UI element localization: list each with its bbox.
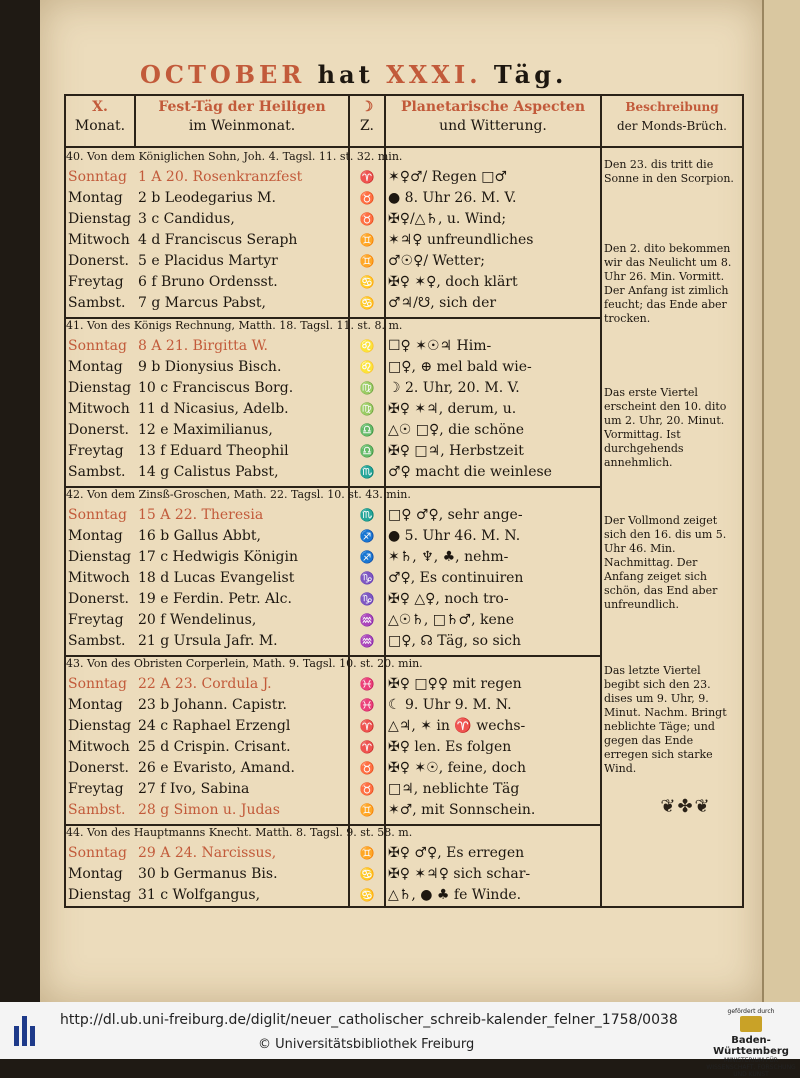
week-header: 42. Von dem Zinsß-Groschen, Math. 22. Tagsl. 10. st. 43. min. [66, 488, 411, 501]
zodiac-sign: ♎ [359, 444, 375, 458]
zodiac-sign: ♉ [359, 212, 375, 226]
aspect-weather: △♄, ● ♣ fe Winde. [388, 887, 522, 903]
aspect-weather: △☉ □♀, die schöne [388, 422, 525, 438]
source-url[interactable]: http://dl.ub.uni-freiburg.de/diglit/neuer_catholischer_schreib-kalender_felner_1758/0038 [60, 1012, 678, 1028]
day-row [66, 378, 602, 399]
day-row [66, 716, 602, 737]
day-row [66, 420, 602, 441]
weekday: Dienstag [68, 718, 132, 734]
weekday: Mitwoch [68, 570, 130, 586]
title-hat: hat [317, 60, 374, 89]
day-row [66, 547, 602, 568]
weekday: Mitwoch [68, 739, 130, 755]
day-row [66, 695, 602, 716]
day-row [66, 631, 602, 652]
calendar-table [64, 94, 744, 908]
aspect-weather: ☽ 2. Uhr, 20. M. V. [388, 380, 520, 396]
title-tag: Täg. [493, 60, 568, 89]
feast-name: 7 g Marcus Pabst, [138, 295, 266, 311]
week-block [66, 655, 602, 826]
week-header: 41. Von des Königs Rechnung, Matth. 18. Tagsl. 11. st. 8. m. [66, 319, 403, 332]
zodiac-sign: ♍ [359, 381, 375, 395]
aspect-weather: ✶♃♀ unfreundliches [388, 232, 534, 248]
zodiac-sign: ♊ [359, 846, 375, 860]
zodiac-sign: ♊ [359, 803, 375, 817]
day-row [66, 293, 602, 314]
aspect-weather: ♂♀ macht die weinlese [388, 464, 552, 480]
weekday: Freytag [68, 781, 124, 797]
day-row [66, 610, 602, 631]
weekday: Sonntag [68, 338, 127, 354]
feast-name: 21 g Ursula Jafr. M. [138, 633, 278, 649]
weekday: Mitwoch [68, 232, 130, 248]
feast-name: 8 A 21. Birgitta W. [138, 338, 268, 354]
day-row [66, 167, 602, 188]
aspect-weather: □♀, ⊕ mel bald wie- [388, 359, 532, 375]
title-month: OCTOBER [140, 60, 306, 89]
zodiac-sign: ♉ [359, 761, 375, 775]
zodiac-sign: ♋ [359, 867, 375, 881]
sponsor-sub: MINISTERIUM FÜR WISSENSCHAFT, FORSCHUNG UND KUNST [706, 1057, 796, 1078]
weekday: Montag [68, 866, 123, 882]
header-feasts: Fest-Täg der Heiligen im Weinmonat. [158, 99, 326, 134]
moon-phase-description: Den 2. dito bekommen wir das Neulicht um 8. Uhr 26. Min. Vormitt. Der Anfang ist zimlich feucht; das Ende aber trocken. [604, 242, 732, 325]
ornament: ❦✤❦ [660, 796, 712, 817]
day-row [66, 399, 602, 420]
zodiac-sign: ♓ [359, 698, 375, 712]
feast-name: 16 b Gallus Abbt, [138, 528, 261, 544]
zodiac-sign: ♐ [359, 529, 375, 543]
weekday: Sonntag [68, 845, 127, 861]
weekday: Sonntag [68, 507, 127, 523]
day-row [66, 209, 602, 230]
aspect-weather: ✠♀/△♄, u. Wind; [388, 211, 507, 227]
zodiac-sign: ♓ [359, 677, 375, 691]
weekday: Montag [68, 359, 123, 375]
zodiac-sign: ♊ [359, 254, 375, 268]
table-header [66, 96, 742, 148]
day-row [66, 843, 602, 864]
week-block [66, 317, 602, 488]
zodiac-sign: ♋ [359, 275, 375, 289]
moon-phase-description: Das letzte Viertel begibt sich den 23. dises um 9. Uhr, 9. Minut. Nachm. Bringt neblichte Täge; und gegen das Ende erregen sich starke Wind. [604, 664, 727, 775]
crest-icon [740, 1016, 762, 1032]
sponsor-name: Baden-Württemberg [713, 1035, 789, 1057]
weekday: Dienstag [68, 380, 132, 396]
week-block [66, 824, 602, 909]
feast-name: 4 d Franciscus Seraph [138, 232, 298, 248]
aspect-weather: △♃, ✶ in ♈ wechs- [388, 718, 526, 734]
aspect-weather: ✠♀ ✶♃♀ sich schar- [388, 866, 531, 882]
weekday: Dienstag [68, 549, 132, 565]
weekday: Freytag [68, 274, 124, 290]
feast-name: 12 e Maximilianus, [138, 422, 273, 438]
feast-name: 11 d Nicasius, Adelb. [138, 401, 289, 417]
day-row [66, 779, 602, 800]
weekday: Montag [68, 697, 123, 713]
zodiac-sign: ♈ [359, 740, 375, 754]
moon-phase-description: Das erste Viertel erscheint den 10. dito um 2. Uhr, 20. Minut. Vormittag. Ist durchgehends annehmlich. [604, 386, 727, 469]
zodiac-sign: ♍ [359, 402, 375, 416]
zodiac-sign: ♒ [359, 613, 375, 627]
copyright: © Universitätsbibliothek Freiburg [258, 1037, 475, 1052]
feast-name: 15 A 22. Theresia [138, 507, 264, 523]
header-month: X. Monat. [74, 99, 126, 134]
weekday: Sonntag [68, 169, 127, 185]
weekday: Donerst. [68, 253, 129, 269]
weekday: Freytag [68, 443, 124, 459]
feast-name: 18 d Lucas Evangelist [138, 570, 295, 586]
feast-name: 22 A 23. Cordula J. [138, 676, 272, 692]
aspect-weather: ♂☉♀/ Wetter; [388, 253, 485, 269]
aspect-weather: ♂♃/☋, sich der [388, 295, 497, 311]
aspect-weather: △☉♄, □♄♂, kene [388, 612, 515, 628]
aspect-weather: ✠♀ len. Es folgen [388, 739, 512, 755]
weekday: Sambst. [68, 295, 126, 311]
aspect-weather: ✠♀ □♀♀ mit regen [388, 676, 522, 692]
weekday: Donerst. [68, 422, 129, 438]
moon-phase-description: Den 23. dis tritt die Sonne in den Scorpion. [604, 158, 734, 185]
page-title [140, 60, 567, 89]
feast-name: 2 b Leodegarius M. [138, 190, 276, 206]
feast-name: 31 c Wolfgangus, [138, 887, 261, 903]
day-row [66, 589, 602, 610]
zodiac-sign: ♎ [359, 423, 375, 437]
aspect-weather: □♃, neblichte Täg [388, 781, 520, 797]
day-row [66, 505, 602, 526]
zodiac-sign: ♈ [359, 719, 375, 733]
aspect-weather: ♂♀, Es continuiren [388, 570, 524, 586]
zodiac-sign: ♌ [359, 339, 375, 353]
aspect-weather: ✶♄, ♆, ♣, nehm- [388, 549, 509, 565]
day-row [66, 336, 602, 357]
weekday: Sambst. [68, 633, 126, 649]
weekday: Montag [68, 190, 123, 206]
header-aspects: Planetarische Aspecten und Witterung. [400, 99, 586, 134]
zodiac-sign: ♒ [359, 634, 375, 648]
weekday: Donerst. [68, 760, 129, 776]
day-row [66, 758, 602, 779]
zodiac-sign: ♏ [359, 465, 375, 479]
zodiac-sign: ♉ [359, 782, 375, 796]
feast-name: 23 b Johann. Capistr. [138, 697, 287, 713]
feast-name: 24 c Raphael Erzengl [138, 718, 291, 734]
day-row [66, 885, 602, 906]
day-row [66, 272, 602, 293]
day-row [66, 674, 602, 695]
weekday: Dienstag [68, 887, 132, 903]
aspect-weather: □♀, ☊ Täg, so sich [388, 633, 521, 649]
zodiac-sign: ♋ [359, 888, 375, 902]
feast-name: 25 d Crispin. Crisant. [138, 739, 291, 755]
header-divider [134, 96, 136, 146]
feast-name: 29 A 24. Narcissus, [138, 845, 277, 861]
weekday: Dienstag [68, 211, 132, 227]
feast-name: 3 c Candidus, [138, 211, 235, 227]
footer-bar [0, 1002, 800, 1078]
feast-name: 9 b Dionysius Bisch. [138, 359, 282, 375]
feast-name: 13 f Eduard Theophil [138, 443, 289, 459]
weekday: Montag [68, 528, 123, 544]
zodiac-sign: ♉ [359, 191, 375, 205]
day-row [66, 230, 602, 251]
next-page-edge [762, 0, 800, 1002]
day-row [66, 737, 602, 758]
header-description: Beschreibung der Monds-Brüch. [616, 100, 727, 133]
day-row [66, 357, 602, 378]
feast-name: 19 e Ferdin. Petr. Alc. [138, 591, 292, 607]
zodiac-sign: ♈ [359, 170, 375, 184]
moon-phase-description: Der Vollmond zeiget sich den 16. dis um 5. Uhr 46. Min. Nachmittag. Der Anfang zeiget sich schön, das End aber unfreundlich. [604, 514, 727, 611]
aspect-weather: ● 5. Uhr 46. M. N. [388, 528, 521, 544]
week-header: 40. Von dem Königlichen Sohn, Joh. 4. Tagsl. 11. st. 32. min. [66, 150, 403, 163]
aspect-weather: ☐♀ ✶☉♃ Him- [388, 338, 492, 354]
day-row [66, 462, 602, 483]
week-header: 43. Von des Obristen Corperlein, Math. 9. Tagsl. 10. st. 20. min. [66, 657, 423, 670]
day-row [66, 251, 602, 272]
day-row [66, 188, 602, 209]
day-row [66, 800, 602, 821]
zodiac-sign: ♑ [359, 571, 375, 585]
day-row [66, 568, 602, 589]
aspect-weather: ✶♀♂/ Regen □♂ [388, 169, 507, 185]
weekday: Freytag [68, 612, 124, 628]
sponsor-top: gefördert durch [727, 1008, 775, 1015]
feast-name: 30 b Germanus Bis. [138, 866, 278, 882]
aspect-weather: ● 8. Uhr 26. M. V. [388, 190, 517, 206]
aspect-weather: □♀ ♂♀, sehr ange- [388, 507, 523, 523]
aspect-weather: ✠♀ ✶☉, feine, doch [388, 760, 526, 776]
zodiac-sign: ♌ [359, 360, 375, 374]
zodiac-sign: ♑ [359, 592, 375, 606]
day-row [66, 526, 602, 547]
aspect-weather: ✠♀ ✶♃, derum, u. [388, 401, 517, 417]
week-header: 44. Von des Hauptmanns Knecht. Matth. 8. Tagsl. 9. st. 58. m. [66, 826, 413, 839]
title-days: XXXI. [386, 60, 482, 89]
zodiac-sign: ♊ [359, 233, 375, 247]
library-logo-icon [14, 1012, 44, 1050]
weekday: Sambst. [68, 464, 126, 480]
week-block [66, 148, 602, 319]
zodiac-sign: ♋ [359, 296, 375, 310]
weekday: Sonntag [68, 676, 127, 692]
aspect-weather: ✠♀ □♃, Herbstzeit [388, 443, 524, 459]
feast-name: 5 e Placidus Martyr [138, 253, 278, 269]
week-block [66, 486, 602, 657]
header-zodiac: ☽ Z. [360, 99, 374, 134]
aspect-weather: ✶♂, mit Sonnschein. [388, 802, 536, 818]
feast-name: 1 A 20. Rosenkranzfest [138, 169, 303, 185]
aspect-weather: ✠♀ ✶♀, doch klärt [388, 274, 518, 290]
weekday: Mitwoch [68, 401, 130, 417]
aspect-weather: ✠♀ ♂♀, Es erregen [388, 845, 525, 861]
feast-name: 14 g Calistus Pabst, [138, 464, 279, 480]
day-row [66, 864, 602, 885]
feast-name: 10 c Franciscus Borg. [138, 380, 294, 396]
feast-name: 28 g Simon u. Judas [138, 802, 280, 818]
zodiac-sign: ♐ [359, 550, 375, 564]
day-row [66, 441, 602, 462]
feast-name: 26 e Evaristo, Amand. [138, 760, 295, 776]
zodiac-sign: ♏ [359, 508, 375, 522]
feast-name: 6 f Bruno Ordensst. [138, 274, 278, 290]
weekday: Donerst. [68, 591, 129, 607]
sponsor-block [706, 1008, 796, 1078]
feast-name: 17 c Hedwigis Königin [138, 549, 299, 565]
weekday: Sambst. [68, 802, 126, 818]
aspect-weather: ✠♀ △♀, noch tro- [388, 591, 509, 607]
feast-name: 20 f Wendelinus, [138, 612, 257, 628]
feast-name: 27 f Ivo, Sabina [138, 781, 250, 797]
aspect-weather: ☾ 9. Uhr 9. M. N. [388, 697, 512, 713]
